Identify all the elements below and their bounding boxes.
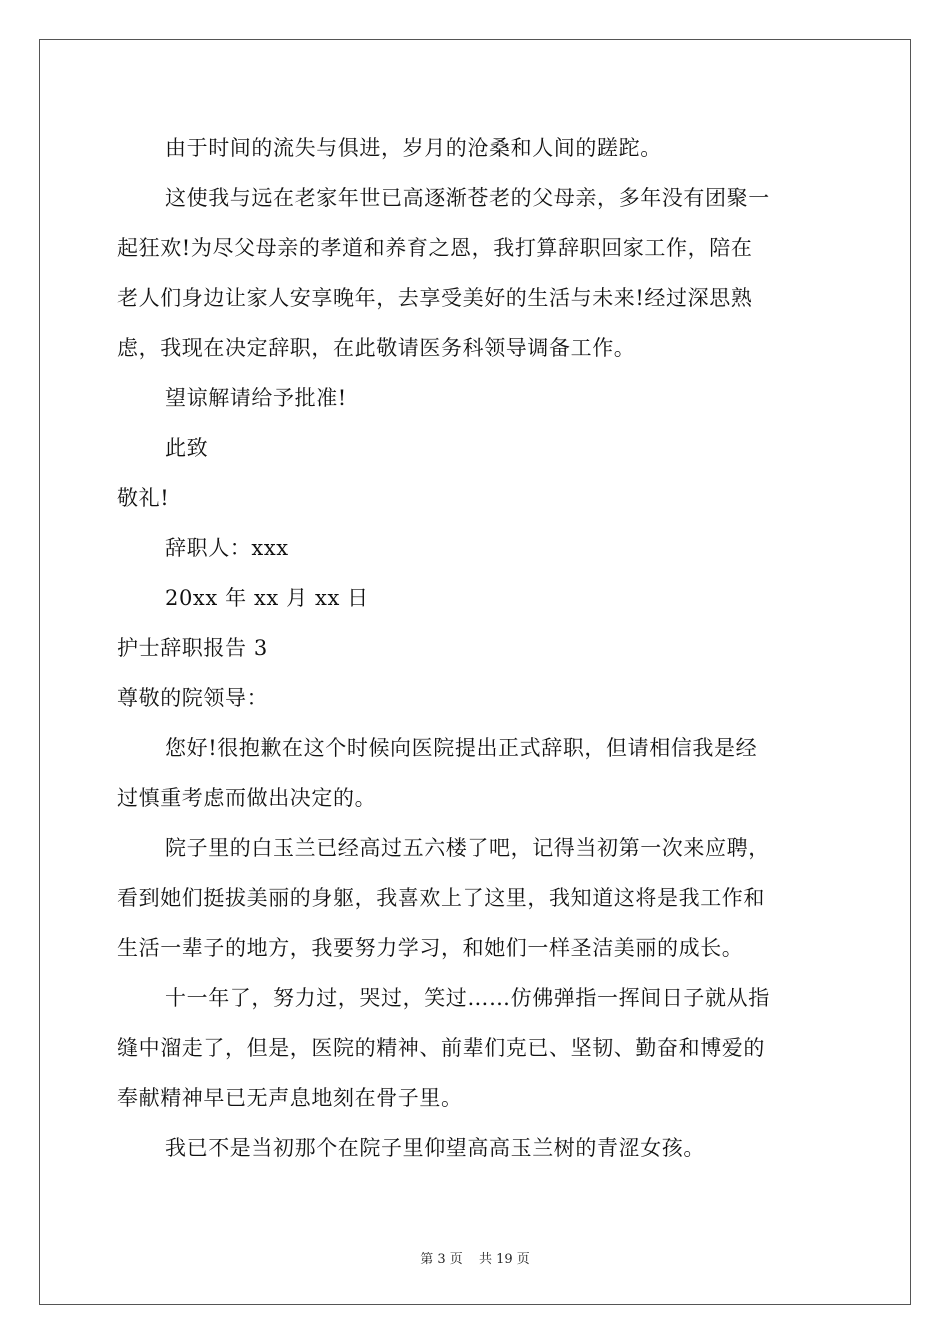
page-number: 第 3 页 [420,1252,463,1267]
closing-salute: 敬礼! [117,486,170,510]
paragraph-line: 缝中溜走了，但是，医院的精神、前辈们克已、坚韧、勤奋和博爱的 [117,1036,765,1060]
paragraph-line: 奉献精神早已无声息地刻在骨子里。 [117,1086,463,1110]
date-line: 20xx 年 xx 月 xx 日 [165,586,369,610]
paragraph-line: 生活一辈子的地方，我要努力学习，和她们一样圣洁美丽的成长。 [117,936,744,960]
page-footer [0,1248,950,1267]
paragraph-line: 老人们身边让家人安享晚年，去享受美好的生活与未来!经过深思熟 [117,286,753,310]
paragraph-line: 由于时间的流失与俱进，岁月的沧桑和人间的蹉跎。 [165,136,662,160]
paragraph-line: 看到她们挺拔美丽的身躯，我喜欢上了这里，我知道这将是我工作和 [117,886,765,910]
paragraph-line: 望谅解请给予批准! [165,386,347,410]
section-title: 护士辞职报告 3 [117,636,268,660]
paragraph-line: 起狂欢!为尽父母亲的孝道和养育之恩，我打算辞职回家工作，陪在 [117,236,753,260]
page-border [39,39,911,1305]
signature-line: 辞职人：xxx [165,536,289,560]
paragraph-line: 这使我与远在老家年世已高逐渐苍老的父母亲，多年没有团聚一 [165,186,770,210]
salutation: 尊敬的院领导： [117,686,269,710]
paragraph-line: 十一年了，努力过，哭过，笑过……仿佛弹指一挥间日子就从指 [165,986,770,1010]
paragraph-line: 院子里的白玉兰已经高过五六楼了吧，记得当初第一次来应聘， [165,836,770,860]
paragraph-line: 我已不是当初那个在院子里仰望高高玉兰树的青涩女孩。 [165,1136,705,1160]
closing-line: 此致 [165,436,209,460]
page-total: 共 19 页 [478,1252,530,1267]
paragraph-line: 您好!很抱歉在这个时候向医院提出正式辞职，但请相信我是经 [165,736,758,760]
paragraph-line: 过慎重考虑而做出决定的。 [117,786,377,810]
paragraph-line: 虑，我现在决定辞职，在此敬请医务科领导调备工作。 [117,336,636,360]
